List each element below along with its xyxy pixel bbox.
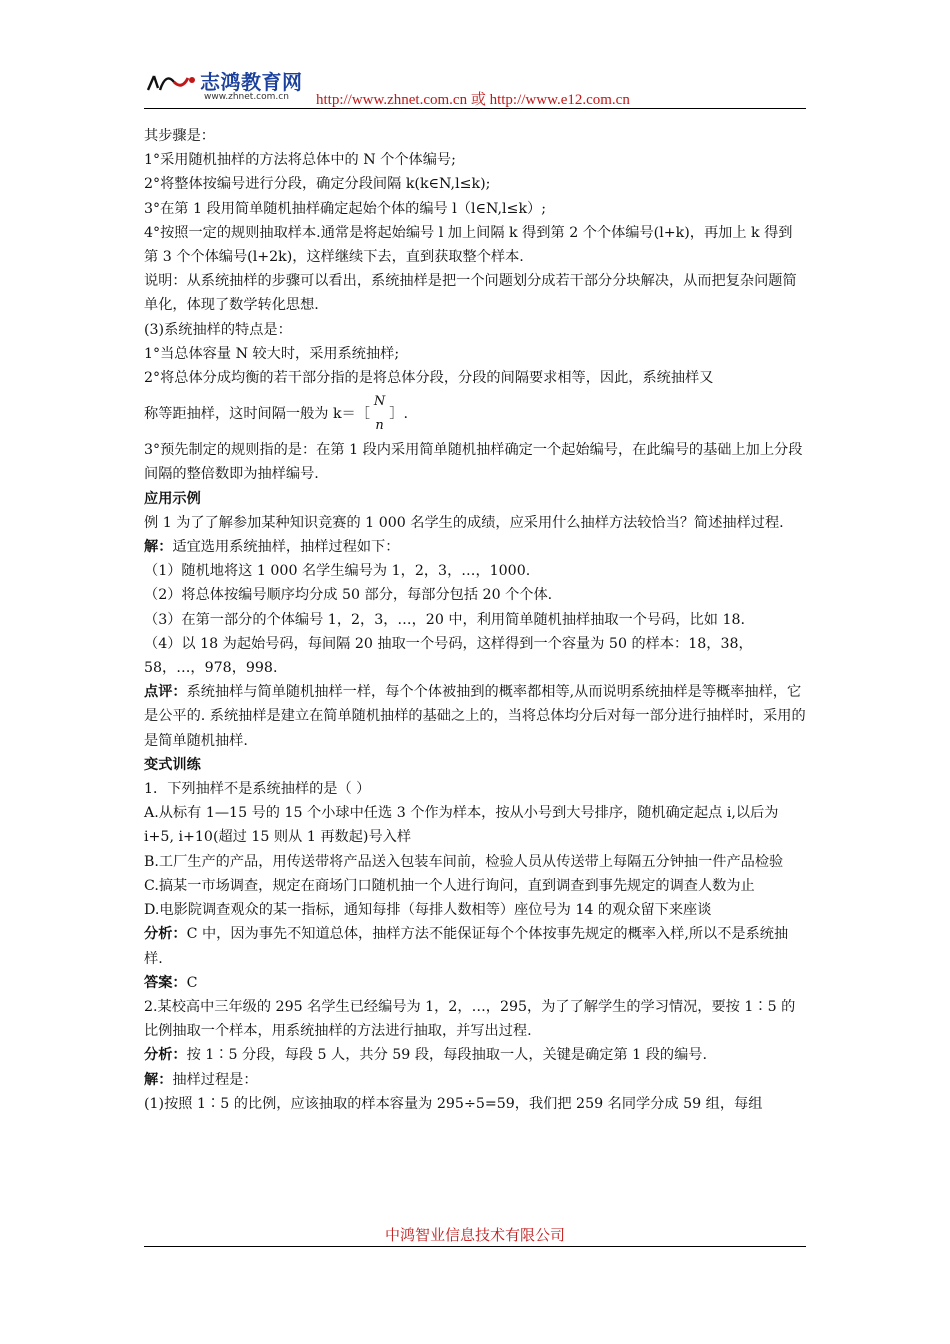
label-answer: 答案： — [144, 974, 187, 991]
fraction-numerator: N — [373, 394, 386, 410]
paragraph: 其步骤是： — [144, 128, 215, 144]
fraction-denominator: n — [375, 418, 384, 434]
paragraph: （1）随机地将这 1 000 名学生编号为 1，2，3，…，1000. — [144, 563, 531, 580]
paragraph — [144, 1043, 806, 1067]
label-comment: 点评： — [144, 684, 187, 701]
paragraph: 2.某校高中三年级的 295 名学生已经编号为 1，2，…，295，为了了解学生的学习情况，要按 1∶5 的比例抽取一个样本，用系统抽样的方法进行抽取，并写出过程. — [144, 998, 796, 1040]
paragraph: A.从标有 1—15 号的 15 个小球中任选 3 个作为样本，按从小号到大号排序，随机确定起点 i,以后为 i+5, i+10(超过 15 则从 1 再数起)号入样 — [144, 805, 779, 846]
paragraph: 1°当总体容量 N 较大时，采用系统抽样; — [144, 345, 400, 362]
paragraph: 1．下列抽样不是系统抽样的是（ ） — [144, 781, 371, 798]
paragraph: 3°在第 1 段用简单随机抽样确定起始个体的编号 l（l∈N,l≤k）; — [144, 200, 547, 217]
page-header — [144, 66, 806, 110]
paragraph: 1°采用随机抽样的方法将总体中的 N 个个体编号; — [144, 152, 456, 169]
fraction — [374, 394, 385, 434]
paragraph: （3）在第一部分的个体编号 1，2，3，…，20 中，利用简单随机抽样抽取一个号码，比如 18. — [144, 611, 746, 628]
formula-text: 称等距抽样，这时间隔一般为 k＝［ — [144, 406, 370, 423]
paragraph: D.电影院调查观众的某一指标，通知每排（每排人数相等）座位号为 14 的观众留下来座谈 — [144, 902, 712, 919]
label-solution: 解： — [144, 539, 173, 556]
footer-divider — [144, 1246, 806, 1247]
document-body — [144, 124, 806, 1116]
paragraph: 说明：从系统抽样的步骤可以看出，系统抽样是把一个问题划分成若干部分分块解决，从而把复杂问题简单化，体现了数学转化思想. — [144, 273, 797, 314]
label-solution: 解： — [144, 1071, 173, 1088]
section-heading: 变式训练 — [144, 756, 201, 773]
paragraph-text: 适宜选用系统抽样，抽样过程如下： — [172, 539, 400, 556]
paragraph: （2）将总体按编号顺序均分成 50 部分，每部分包括 20 个个体. — [144, 587, 553, 604]
paragraph-text: 系统抽样与简单随机抽样一样，每个个体被抽到的概率都相等,从而说明系统抽样是等概率抽样，它是公平的. 系统抽样是建立在简单随机抽样的基础之上的，当将总体均分后对每一部分进行抽样时，采用的是简单随机抽样. — [144, 684, 806, 749]
paragraph — [144, 680, 806, 753]
footer-company: 中鸿智业信息技术有限公司 — [384, 1226, 565, 1244]
paragraph — [144, 971, 806, 995]
paragraph: (3)系统抽样的特点是： — [144, 321, 292, 338]
header-links[interactable]: http://www.zhnet.com.cn 或 http://www.e12.com.cn — [316, 92, 630, 108]
paragraph: B.工厂生产的产品，用传送带将产品送入包装车间前，检验人员从传送带上每隔五分钟抽一件产品检验 — [144, 853, 784, 870]
paragraph-text: 抽样过程是： — [172, 1071, 258, 1088]
paragraph: 2°将总体分成均衡的若干部分指的是将总体分段，分段的间隔要求相等，因此，系统抽样又 — [144, 370, 714, 387]
formula-text-end: ］. — [389, 406, 408, 423]
logo-icon — [144, 68, 200, 96]
label-analysis: 分析： — [144, 926, 187, 943]
paragraph: (1)按照 1∶5 的比例，应该抽取的样本容量为 295÷5=59，我们把 259 名同学分成 59 组，每组 — [144, 1095, 763, 1112]
label-analysis: 分析： — [144, 1047, 187, 1064]
paragraph-text: 按 1∶5 分段，每段 5 人，共分 59 段，每段抽取一人，关键是确定第 1 段的编号. — [186, 1047, 707, 1064]
logo-url: www.zhnet.com.cn — [204, 92, 289, 102]
header-divider — [144, 108, 806, 109]
paragraph: 4°按照一定的规则抽取样本.通常是将起始编号 l 加上间隔 k 得到第 2 个个体编号(l+k)，再加上 k 得到第 3 个个体编号(l+2k)，这样继续下去，直到获取整个样本. — [144, 224, 793, 266]
paragraph: C.搞某一市场调查，规定在商场门口随机抽一个人进行询问，直到调查到事先规定的调查人数为止 — [144, 877, 755, 894]
formula-line — [144, 390, 806, 438]
paragraph: （4）以 18 为起始号码，每间隔 20 抽取一个号码，这样得到一个容量为 50 的样本：18，38，58，…，978，998. — [144, 635, 753, 677]
paragraph — [144, 1068, 806, 1092]
paragraph-text: C 中，因为事先不知道总体，抽样方法不能保证每个个体按事先规定的概率入样,所以不是系统抽样. — [144, 926, 789, 967]
paragraph: 例 1 为了了解参加某种知识竞赛的 1 000 名学生的成绩，应采用什么抽样方法较恰当？简述抽样过程. — [144, 514, 784, 531]
paragraph-text: C — [186, 974, 198, 991]
paragraph — [144, 922, 806, 970]
logo-name: 志鸿教育网 — [200, 70, 303, 94]
paragraph: 2°将整体按编号进行分段，确定分段间隔 k(k∈N,l≤k); — [144, 176, 491, 193]
section-heading: 应用示例 — [144, 490, 201, 507]
paragraph — [144, 535, 806, 559]
paragraph: 3°预先制定的规则指的是：在第 1 段内采用简单随机抽样确定一个起始编号，在此编号的基础上加上分段间隔的整倍数即为抽样编号. — [144, 442, 803, 483]
